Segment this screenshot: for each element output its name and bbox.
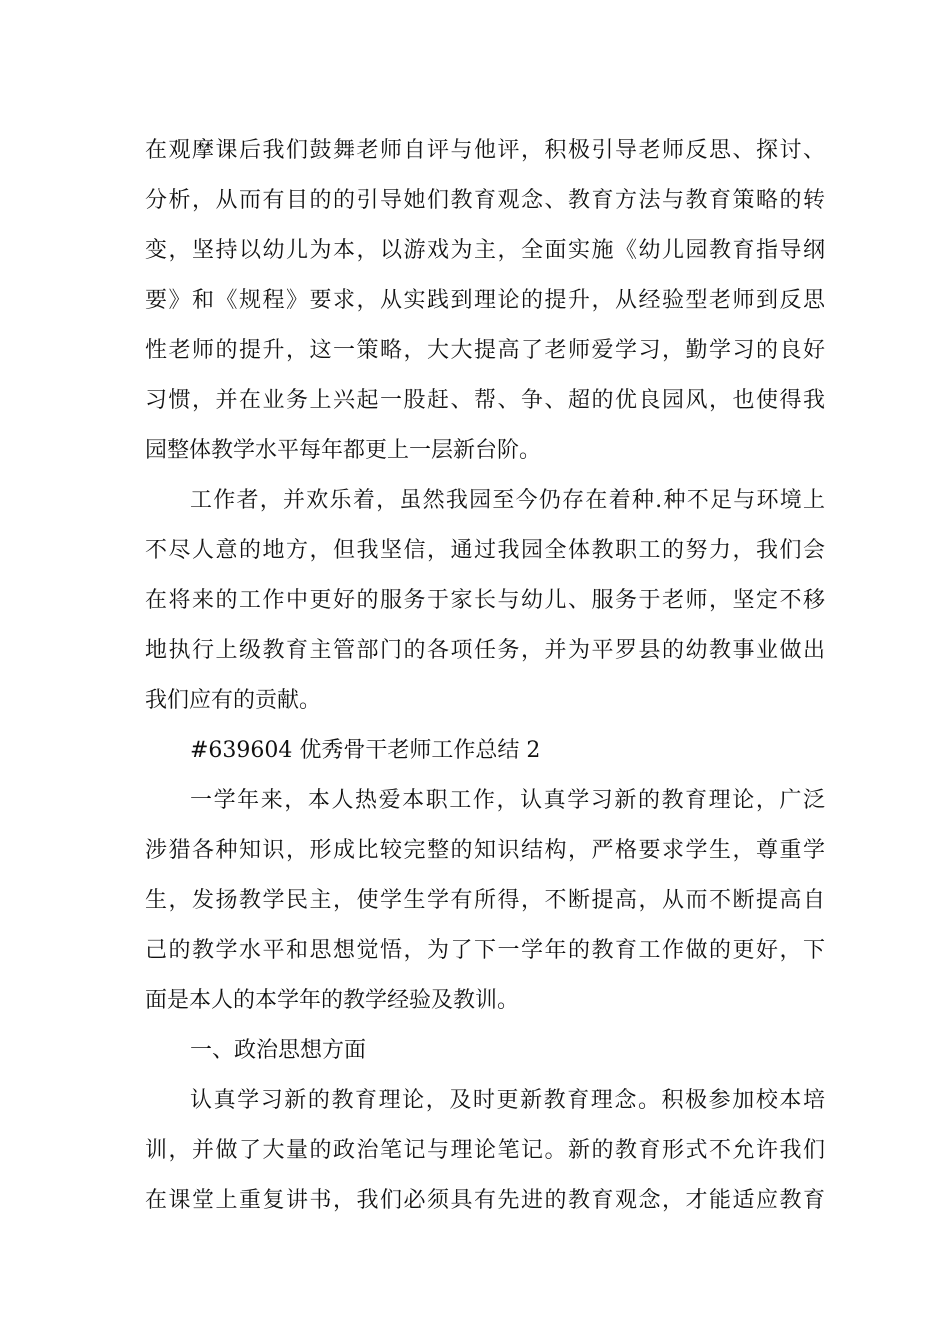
text-line: 一学年来，本人热爱本职工作，认真学习新的教育理论，广泛 <box>190 788 825 813</box>
text-line: 园整体教学水平每年都更上一层新台阶。 <box>145 438 542 463</box>
text-line: 工作者，并欢乐着，虽然我园至今仍存在着种.种不足与环境上 <box>190 488 825 513</box>
text-line: 生，发扬教学民主，使学生学有所得，不断提高，从而不断提高自 <box>145 888 825 913</box>
section-heading: #639604 优秀骨干老师工作总结 2 <box>190 738 541 763</box>
text-line: 涉猎各种知识，形成比较完整的知识结构，严格要求学生，尊重学 <box>145 838 825 863</box>
text-line: 要》和《规程》要求，从实践到理论的提升，从经验型老师到反思 <box>145 288 825 313</box>
text-line: 在课堂上重复讲书，我们必须具有先进的教育观念，才能适应教育 <box>145 1188 825 1213</box>
text-line: 不尽人意的地方，但我坚信，通过我园全体教职工的努力，我们会 <box>145 538 825 563</box>
text-line: 己的教学水平和思想觉悟，为了下一学年的教育工作做的更好，下 <box>145 938 825 963</box>
text-line: 我们应有的贡献。 <box>145 688 322 713</box>
text-line: 习惯，并在业务上兴起一股赶、帮、争、超的优良园风，也使得我 <box>145 388 825 413</box>
text-line: 在观摩课后我们鼓舞老师自评与他评，积极引导老师反思、探讨、 <box>145 138 825 163</box>
section-heading: 一、政治思想方面 <box>190 1038 367 1063</box>
text-line: 认真学习新的教育理论，及时更新教育理念。积极参加校本培 <box>190 1088 825 1113</box>
text-line: 地执行上级教育主管部门的各项任务，并为平罗县的幼教事业做出 <box>145 638 825 663</box>
text-line: 分析，从而有目的的引导她们教育观念、教育方法与教育策略的转 <box>145 188 825 213</box>
text-line: 面是本人的本学年的教学经验及教训。 <box>145 988 520 1013</box>
text-line: 变，坚持以幼儿为本，以游戏为主，全面实施《幼儿园教育指导纲 <box>145 238 825 263</box>
text-line: 在将来的工作中更好的服务于家长与幼儿、服务于老师，坚定不移 <box>145 588 825 613</box>
text-line: 性老师的提升，这一策略，大大提高了老师爱学习，勤学习的良好 <box>145 338 825 363</box>
text-line: 训，并做了大量的政治笔记与理论笔记。新的教育形式不允许我们 <box>145 1138 825 1163</box>
